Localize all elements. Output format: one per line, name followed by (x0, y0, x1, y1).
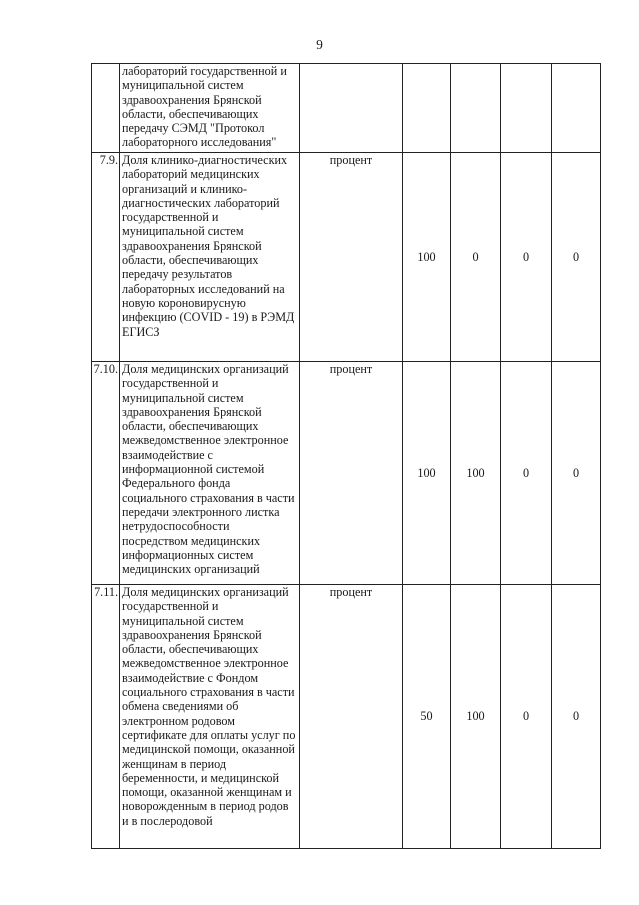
unit-cell: процент (329, 362, 373, 376)
value-cell: 0 (501, 362, 552, 585)
value-cell: 100 (451, 585, 501, 849)
indicator-name: Доля медицинских организаций государственной и муниципальной систем здравоохранения Брянской области, обеспечивающих межведомственное электронное взаимодействие с Фондом социального страхования в части обмена сведениями об электронном родовом сертификате для оплаты услуг по медицинской помощи, оказанной женщинам в период беременности, и медицинской помощи, оказанной женщинам и новорожденным в период родов и в послеродовой (122, 585, 296, 828)
row-number: 7.9. (92, 153, 120, 362)
value-cell: 0 (552, 362, 601, 585)
unit-cell: процент (329, 585, 373, 599)
value-cell (403, 64, 451, 153)
value-cell (501, 64, 552, 153)
row-number: 7.11. (92, 585, 120, 849)
value-cell: 0 (501, 585, 552, 849)
value-cell: 100 (451, 362, 501, 585)
table-row (92, 585, 601, 849)
indicators-table (91, 63, 601, 849)
value-cell (451, 64, 501, 153)
value-cell: 0 (451, 153, 501, 362)
value-cell: 100 (403, 153, 451, 362)
indicator-name: Доля клинико-диагностических лабораторий медицинских организаций и клинико-диагностических лабораторий государственной и муниципальной систем здравоохранения Брянской области, обеспечивающих передачу результатов лабораторных исследований на новую короновирусную инфекцию (COVID - 19) в РЭМД ЕГИСЗ (122, 153, 295, 339)
value-cell (552, 64, 601, 153)
value-cell: 0 (501, 153, 552, 362)
indicator-name: лабораторий государственной и муниципальной систем здравоохранения Брянской области, обеспечивающих передачу СЭМД "Протокол лабораторного исследования" (122, 64, 287, 150)
value-cell: 50 (403, 585, 451, 849)
table-row (92, 64, 601, 153)
value-cell: 100 (403, 362, 451, 585)
unit-cell: процент (329, 153, 373, 167)
row-number: 7.10. (92, 362, 120, 585)
indicator-name: Доля медицинских организаций государственной и муниципальной систем здравоохранения Брянской области, обеспечивающих межведомственное электронное взаимодействие с информационной системой Федерального фонда социального страхования в части передачи электронного листка нетрудоспособности посредством медицинских информационных систем медицинских организаций (122, 362, 295, 577)
value-cell: 0 (552, 585, 601, 849)
row-number (92, 64, 120, 153)
page-number: 9 (316, 37, 323, 52)
table-row (92, 362, 601, 585)
table-row (92, 153, 601, 362)
value-cell: 0 (552, 153, 601, 362)
